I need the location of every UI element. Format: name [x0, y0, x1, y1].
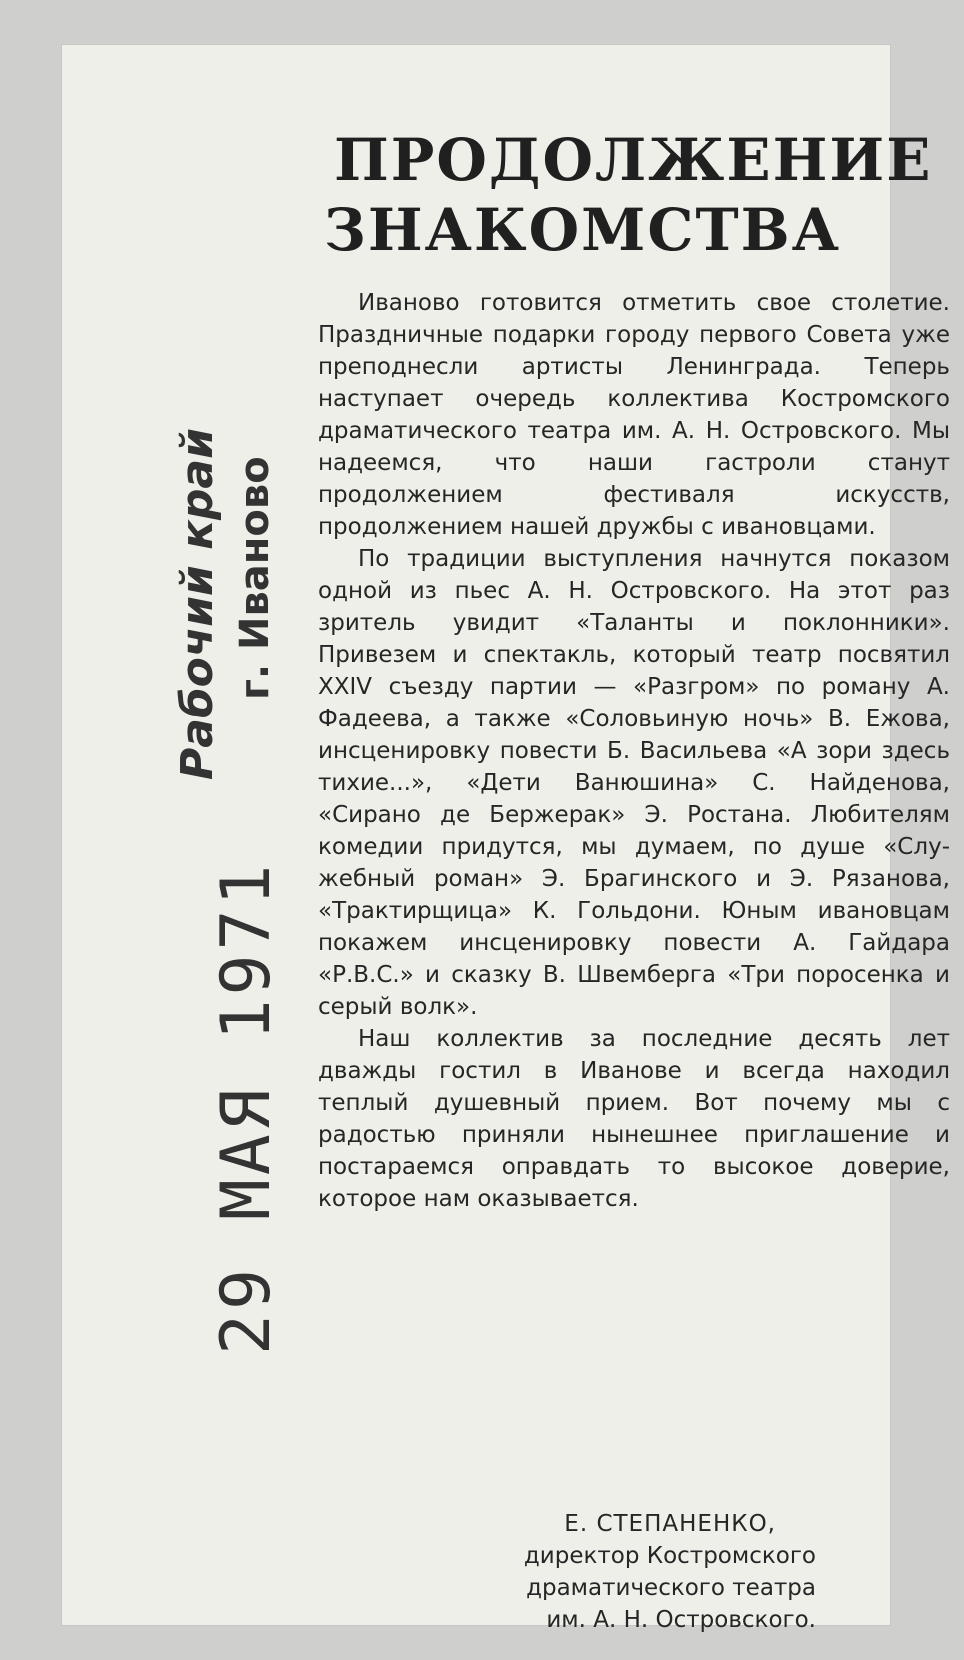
article-paragraph-2: По традиции выступления начнутся показом одной из пьес А. Н. Островского. На этот раз зритель увидит «Таланты и поклонники». Привезем и спектакль, который театр посвятил XXIV съезду партии — «Разгром» по роману А. Фадеева, а также «Соловьиную ночь» В. Ежова, инсценировку повести Б. Васильева «А зори здесь тихие...», «Дети Ванюшина» С. Найденова, «Сирано де Бержерак» Э. Ростана. Любителям комедии придутся, мы думаем, по душе «Служебный роман» Э. Брагинского и Э. Рязанова, «Трактирщица» К. Гольдони. Юным ивановцам покажем инсценировку повести А. Гайдара «Р.В.С.» и сказку В. Швемберга «Три поросенка и серый волк».	[318, 546, 950, 1020]
article-signature	[524, 1508, 816, 1636]
author-title-line-3: им. А. Н. Островского.	[546, 1607, 816, 1633]
newspaper-clipping	[62, 45, 950, 1633]
author-title-line-1: директор Костромского	[523, 1543, 816, 1569]
date-stamp: 29 МАЯ 1971	[207, 860, 286, 1355]
headline-line-1: ПРОДОЛЖЕНИЕ	[334, 126, 933, 194]
author-name: Е. СТЕПАНЕНКО,	[564, 1511, 776, 1537]
article-headline	[324, 125, 933, 265]
article-paragraph-3: Наш коллектив за последние десять лет дважды гостил в Иванове и всегда находил теплый душевный прием. Вот почему мы с радостью приняли нынешнее приглашение и постараемся оправдать то высокое доверие, которое нам оказывается.	[318, 1026, 950, 1212]
city-stamp: г. Иваново	[232, 456, 278, 700]
article-paragraph-1: Иваново готовится отметить свое столетие. Праздничные подарки городу первого Совета уже преподнесли артисты Ленинграда. Теперь наступает очередь коллектива Костромского драматического театра им. А. Н. Островского. Мы надеемся, что наши гастроли станут продолжением фестиваля искусств, продолжением нашей дружбы с ивановцами.	[318, 290, 950, 540]
newspaper-name-stamp: Рабочий край	[172, 428, 223, 780]
author-title-line-2: драматического театра	[526, 1575, 816, 1601]
headline-line-2: ЗНАКОМСТВА	[324, 196, 841, 264]
article-body	[318, 287, 950, 1215]
